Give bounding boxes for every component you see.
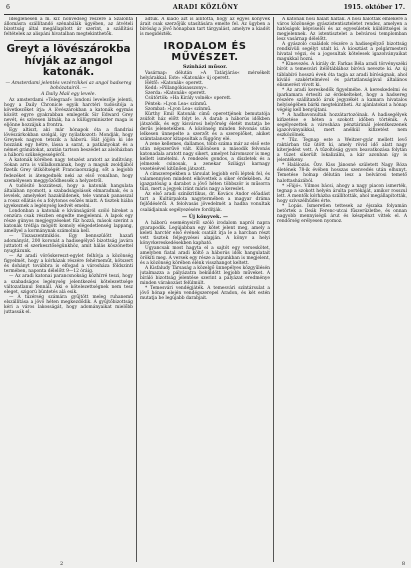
article-text: — Tiszaszentmiklós. Egy bennszülött hazafi adományát, 200 koronát a hadisegélyző bizottság javára juttatott el szerkesztőségünkhöz, amit hálás köszönettel nyugtázunk.: [4, 234, 133, 255]
article-text: Az amsterdami »Telegraaf« londoni levelezője jelenti, hogy a Daily Chronicle egyik harctéri tudósítója a következőket írja: A lövészárokban a katonák egymás között egyre gyakrabban emlegetik Sir Edward Grey nevét, és szívesen látnák, ha a külügyminiszter maga is eljönne hozzájuk a frontra.: [4, 97, 133, 129]
playbill-line: Péntek: »Lyon Lea« színmű.: [145, 101, 208, 107]
article-text: * Lopás. Ismeretlen tettesek az éjszaka folyamán betörtek a Deák Ferenc-utcai fűszerüzletbe, és onnan nagyobb mennyiségű árut és készpénzt vittek el. A rendőrség erélyesen nyomoz.: [277, 203, 407, 224]
article-text: * »Fájó«. Vilmos bácsi, ahogy a nagy piacon ismerték, tegnap a szokott helyén árulta portékáját, amikor rosszul lett. A mentők kórházba szállították, ahol megállapították, hogy szívszélhűdés érte.: [277, 183, 407, 204]
section-title: IRODALOM ÉS MŰVÉSZET.: [163, 41, 247, 64]
paper-title: ARADI KÖZLÖNY: [172, 4, 239, 11]
playbill-line: Kedd: »Pillangókisasszony«.: [145, 86, 208, 92]
playbill-line: Szerda: »Katonák« operett.: [145, 91, 207, 97]
column-3: [277, 17, 407, 562]
article-headline: Greyt a lövészárokba hívják az angol katonák.: [6, 43, 131, 79]
column-divider: [136, 17, 137, 562]
running-head: [4, 2, 407, 14]
article-text: * Tűz. Tegnap este a Weitzer-gyár mellett levő raktárban tűz ütött ki, amely rövid idő alatt nagy kiterjedést vett. A tűzoltóság gyors beavatkozása folytán a tüzet sikerült lokalizálni, a kár azonban így is jelentékeny.: [277, 138, 407, 164]
article-text: A háború eseményeiről szóló irodalom napról napra gyarapodik. Legújabban egy kötet jelent meg, amely a keleti harctér első évének csatáit írja le a harcban részt vett tisztek feljegyzései alapján. A könyv a helyi könyvkereskedésekben kapható.: [140, 220, 270, 246]
article-text: * Kinevezés. A király dr. Farkas Béla aradi törvényszéki bírót a temesvári ítélőtáblához bíróvá nevezte ki. Az új táblabíró hosszú évek óta tagja az aradi bíróságnak, ahol kiváló szakértelmével és pártatlanságával általános elismerést vívott ki.: [277, 62, 407, 88]
article-text: A zene kellemes, dallamos, több száma már az első este után népszerűvé vált. Különösen a második felvonás katonadala aratott nagy sikert, amelyet háromszor is meg kellett ismételni. A rendezés gondos, a díszletek és a jelmezek csinosak, a zenekar Szilágyi karnagy vezetésével kitűnően játszott.: [140, 141, 270, 173]
article-dateline: A Daily Mail egy levele.: [41, 91, 96, 97]
article-text: — A tüzérség számára gyűjtött meleg ruhanemű elszállítása a jövő héten megkezdődik. A gyűjtőbizottság kéri a város lakosságát, hogy adományaikat mielőbb juttassák el.: [4, 294, 133, 315]
article-text: * Halálozás. Özv. Kiss Jánosné született Nagy Róza életének 78-ik évében hosszas szenvedés után elhunyt. Temetése holnap délután lesz a belvárosi temető halottasházából.: [277, 163, 407, 184]
article-text: * A hadbavonultak hozzátartozóinak. A hadisegélyek kifizetése e héten a szokott időben történik. A segélyezettek a városháza pénztáránál jelentkezzenek igazolványaikkal, mert anélkül kifizetést nem eszközölnek.: [277, 112, 407, 139]
column-divider: [273, 17, 274, 562]
page-number: 6: [6, 4, 10, 11]
divider: [14, 40, 123, 41]
article-subtitle: — Amsterdami jelentés vezércikkei az angol hadsereg bohózatairól. —: [5, 80, 132, 91]
column-1: [4, 17, 133, 562]
article-text: Egy altiszt, aki már hónapok óta a flandriai lövészárkokban szolgál, így nyilatkozott: Mondják, hogy Greynek nagyon tetszik a háború. Hát jöjjön ki ide hozzánk egy hétre, lássa a sarat, a patkányokat és a német gránátokat, azután tartson beszédet az alsóházban a háború szükségességéről.: [4, 128, 133, 159]
article-text: — Az aradi katonai parancsnokság közhírré teszi, hogy a szabadságos legénység jelentkezési kötelezettsége változatlanul fennáll. Aki e kötelezettségnek nem tesz eleget, szigorú büntetés alá esik.: [4, 274, 133, 295]
issue-date: 1915. október 17.: [343, 4, 405, 11]
playbill-line: Vasárnap: délután »A Tatárjárás« mérsékelt helyárakkal. Este: »Katonák« új operett.: [140, 71, 270, 82]
article-text: A gyászoló családok részére a hadisegélyző bizottság rendkívüli segélyt utalt ki. A kiosztást a polgármesteri hivatal végzi, és a jogosultak kötelesek igazolványaikat magukkal hozni.: [277, 42, 407, 63]
article-text: Londonban a katonák e kívánságáról szóló híreket a cenzúra csak részben engedte megjelenni. A lapok egy része gúnyos megjegyzéseket fűz hozzá, mások szerint a katonák tréfája mögött komoly elégedetlenség lappang, amellyel a kormánynak számolnia kell.: [4, 208, 133, 235]
article-text: Ideiglenesen a m. kir. honvédség részére a Szalonta állomásra szállítandó szénabálák ügyében, az átvételi bizottság által megállapított ár szerint, a szállítási feltételek az alispáni hivatalban megtekinthetők.: [4, 17, 133, 38]
article-text: Ugyancsak most hagyta el a sajtót egy verseskötet, amelyben fiatal aradi költő a háborús idők hangulatait örökíti meg. A versek egy része a lapunkban is megjelent, és a közönség körében élénk visszhangot keltett.: [140, 245, 270, 266]
article-text: A tudósító hozzáteszi, hogy a katonák hangulata általában nyomott, a szabadságolások elmaradnak, és a levelek, amelyeket hazaküldenek, tele vannak panasszal a rossz ellátás és a folytonos esőzés miatt. A tisztek hiába igyekeznek a legénység kedvét emelni.: [4, 183, 133, 209]
article-text: * Temesvári vendégjáték. A temesvári színtársulat a jövő hónap elején vendégszerepel Aradon, és két estén mutatja be legújabb darabjait.: [140, 286, 270, 302]
article-text: adtuk. A kiadó azt is állította, hogy az egyes könyvek árait csak szerzőjük utasítására emelte fel. Az ügyben a bíróság a jövő hónapban tart tárgyalást, amelyre a kiadót is megidézték.: [140, 17, 270, 38]
page-signature-left: 2: [60, 561, 64, 567]
playbill-line: Szombat: »Lyon Lea« színmű.: [145, 106, 212, 112]
article-text: * Az aradi kereskedők figyelmébe. A kereskedelmi és iparkamara értesíti az érdekelteket, hogy a hadsereg részére szállítandó áruk jegyzékét a kamara hivatalos helyiségében bárki megtekintheti. Az ajánlatokat a hónap végéig kell benyújtani.: [277, 87, 407, 113]
article-text: A Kisfaludy Társaság a közelgő ünnepélyes közgyűlésén jutalmazza a pályázatra beküldött legjobb műveket. A bíráló bizottság jelentése szerint a pályázat eredménye minden várakozást felülmúlt.: [140, 266, 270, 287]
playbill-line: Hétfő: »Katonák« operett.: [145, 81, 204, 87]
playbill-title: Színházi műsor.: [182, 64, 228, 71]
article-text: — Az aradi vöröskereszt-egylet felhívja a közönség figyelmét, hogy a kórházak részére fehérneműt, kötszert és dohányt továbbra is elfogad a városháza földszinti termében, naponta délelőtt 9—12 óráig.: [4, 254, 133, 275]
playbill-line: Csütörtök: »Ha Király volnék« operett.: [145, 96, 232, 102]
page-signature-right: 8: [401, 561, 405, 567]
article-text: Kürthy Emil Katonák című operettjének bemutatója zsúfolt ház előtt folyt le. A darab a háborús időkben játszódik, és egy kisvárosi helyőrség életét mutatja be derűs jelenetekben. A közönség minden felvonás után lelkesen ünnepelte a szerzőt és a szereplőket, akiket számtalanszor kitapsoltak a függöny elé.: [140, 111, 270, 142]
header-rule: [4, 14, 407, 15]
subsection-title: — Új könyvek. —: [181, 213, 229, 220]
article-text: A címszerepekben a társulat legjobb erői léptek fel, és valamennyien mindent elkövettek a siker érdekében. Az igazgatóság a darabot a jövő héten többször is műsorra tűzi, mert a jegyek iránt máris nagy a kereslet.: [140, 172, 270, 193]
article-text: A katonák hősi halált haltak. A hősi halottak emlékére a város közönsége gyászistentiszteletet rendez, amelyen a hatóságok képviselői és az egyesületek küldöttségei is megjelennek. Az istentisztelet a belvárosi templomban lesz vasárnap délelőtt.: [277, 17, 407, 43]
column-2: [140, 17, 270, 562]
article-text: A katonák körében nagy tetszést aratott az indítvány. Sokan arra is vállalkoznának, hogy a maguk zsoldjából fizetik Grey útiköltségét Franciaországig, sőt a legjobb fedezéket is átengednék neki az első vonalban, hogy személyesen meggyőződhessék a helyzetről.: [4, 158, 133, 184]
article-text: Az első aradi színikritikus, dr. Kovács Andor előadást tart a Kultúrpalota nagytermében a magyar dráma fejlődéséről. A felolvasás jövedelmét a hadba vonultak családjainak segélyezésére fordítják.: [140, 192, 270, 213]
